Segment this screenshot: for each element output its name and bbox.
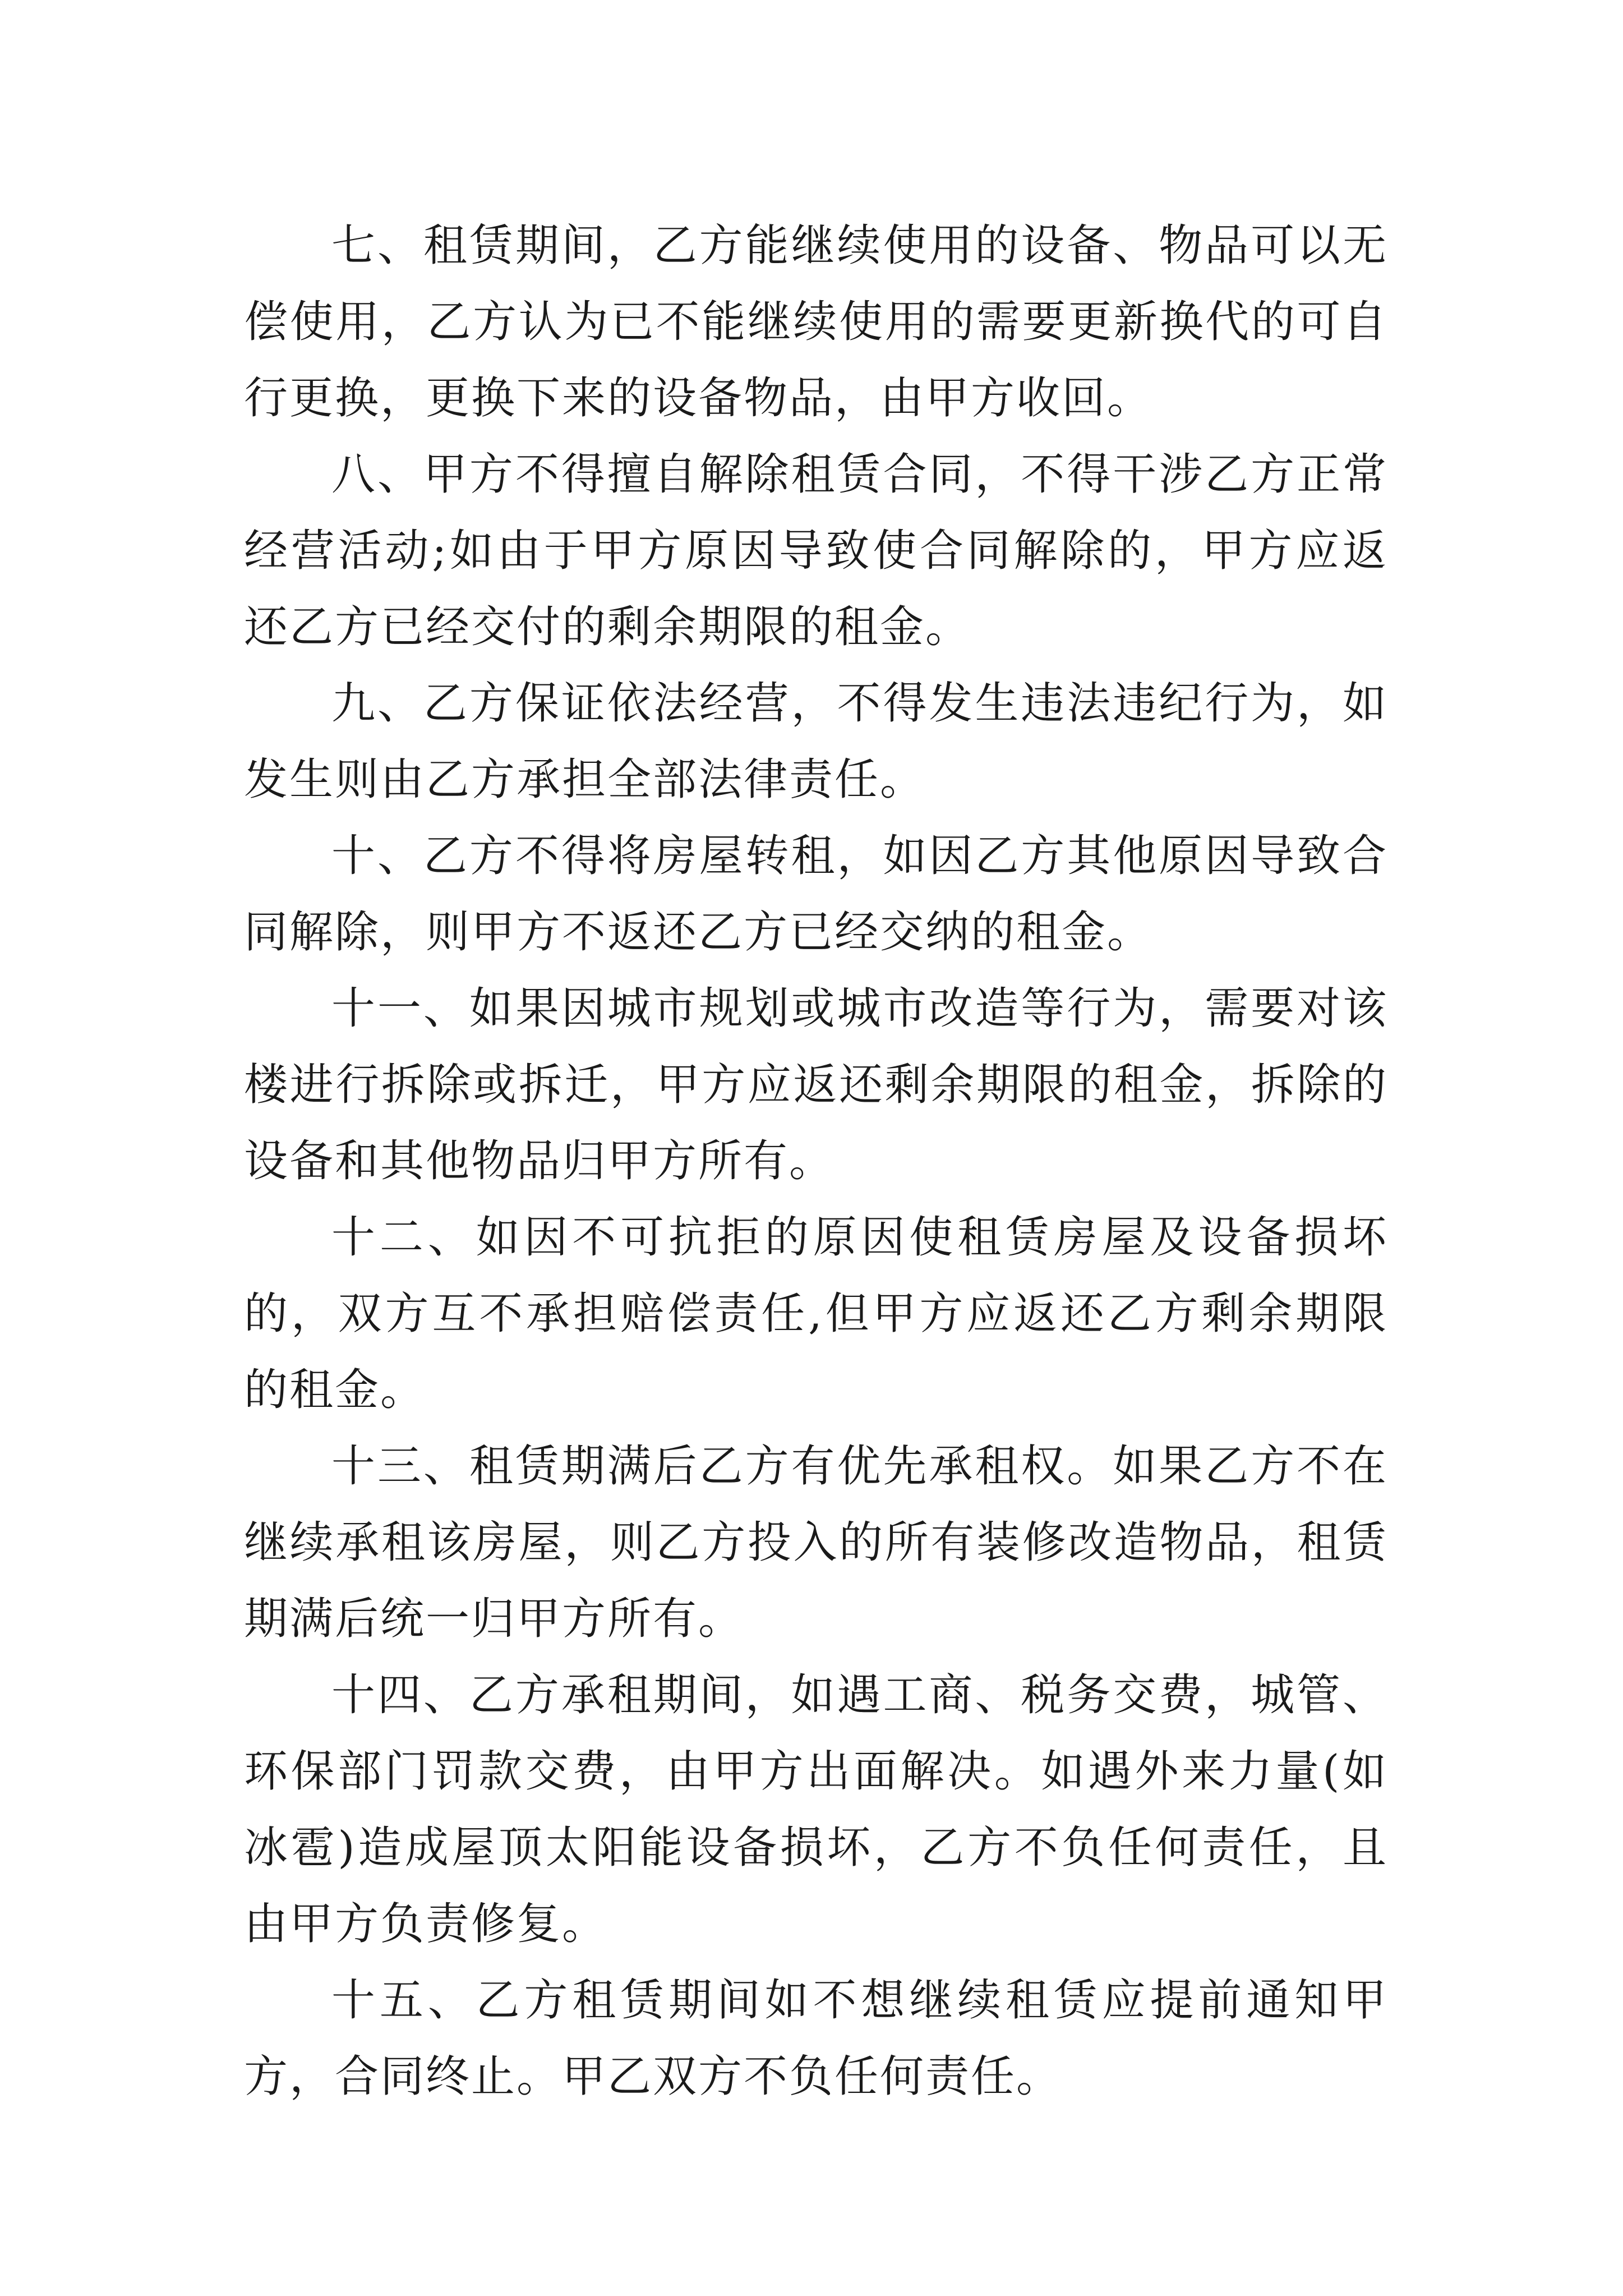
clause-11: 十一、如果因城市规划或城市改造等行为，需要对该楼进行拆除或拆迁，甲方应返还剩余期限的租金，拆除的设备和其他物品归甲方所有。 [244,983,1388,1186]
document-body [244,208,1388,2115]
clause-12: 十二、如因不可抗拒的原因使租赁房屋及设备损坏的，双方互不承担赔偿责任,但甲方应返还乙方剩余期限的租金。 [244,1212,1388,1415]
clause-7: 七、租赁期间，乙方能继续使用的设备、物品可以无偿使用，乙方认为已不能继续使用的需要更新换代的可自行更换，更换下来的设备物品，由甲方收回。 [244,220,1388,424]
clause-10: 十、乙方不得将房屋转租，如因乙方其他原因导致合同解除，则甲方不返还乙方已经交纳的租金。 [244,831,1388,958]
clause-14: 十四、乙方承租期间，如遇工商、税务交费，城管、环保部门罚款交费，由甲方出面解决。如遇外来力量(如冰雹)造成屋顶太阳能设备损坏，乙方不负任何责任，且由甲方负责修复。 [244,1670,1388,1949]
clause-9: 九、乙方保证依法经营，不得发生违法违纪行为，如发生则由乙方承担全部法律责任。 [244,678,1388,805]
clause-15: 十五、乙方租赁期间如不想继续租赁应提前通知甲方，合同终止。甲乙双方不负任何责任。 [244,1975,1388,2102]
clause-13: 十三、租赁期满后乙方有优先承租权。如果乙方不在继续承租该房屋，则乙方投入的所有装修改造物品，租赁期满后统一归甲方所有。 [244,1441,1388,1644]
clause-8: 八、甲方不得擅自解除租赁合同，不得干涉乙方正常经营活动;如由于甲方原因导致使合同解除的，甲方应返还乙方已经交付的剩余期限的租金。 [244,449,1388,652]
